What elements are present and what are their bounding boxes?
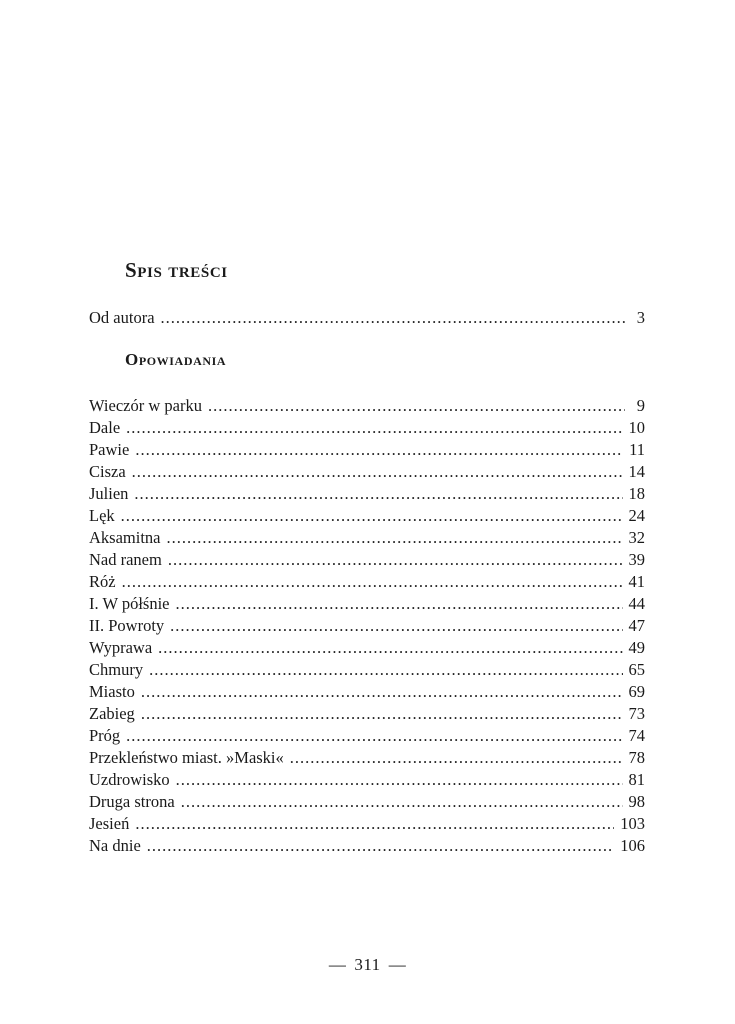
toc-entry-page: 49 [628,638,645,657]
folio-dash-right: — [388,955,407,974]
dot-leader [168,550,623,570]
dot-leader [121,506,623,526]
toc-entry-title: Chmury [89,660,144,679]
toc-entry-page: 73 [628,704,645,723]
toc-entry-title: Pawie [89,440,130,459]
toc-entry-title: Druga strona [89,792,175,811]
toc-row [89,506,645,528]
toc-row [89,814,645,836]
dot-leader [132,462,623,482]
dot-leader [176,770,623,790]
toc-row [89,682,645,704]
toc-row [89,726,645,748]
toc-entry-title: Róż [89,572,116,591]
dot-leader [208,396,625,416]
toc-entry-page: 74 [628,726,645,745]
toc-entry-page: 106 [620,836,645,855]
toc-entry-page: 39 [628,550,645,569]
dot-leader [122,572,623,592]
dot-leader [134,484,622,504]
toc-row [89,748,645,770]
toc-row [89,418,645,440]
toc-row [89,660,645,682]
toc-entry-page: 32 [628,528,645,547]
dot-leader [149,660,622,680]
toc-row [89,440,645,462]
toc-row-intro [89,308,645,330]
toc-entry-page: 81 [628,770,645,789]
dot-leader [147,836,614,856]
toc-row [89,616,645,638]
toc-row [89,770,645,792]
dot-leader [141,704,623,724]
toc-entry-title: Próg [89,726,121,745]
toc-entry-page: 69 [628,682,645,701]
toc-entry-page: 103 [620,814,645,833]
toc-entry-page: 47 [628,616,645,635]
toc-entry-title: Wyprawa [89,638,153,657]
toc-entry-title: Dale [89,418,121,437]
toc-entry-title: Nad ranem [89,550,162,569]
toc-entry-title: Na dnie [89,836,141,855]
toc-entry-page: 65 [628,660,645,679]
toc-entry-title: Przekleństwo miast. »Maski« [89,748,284,767]
toc-entry-title: Zabieg [89,704,135,723]
toc-entry-page: 10 [628,418,645,437]
toc-entry-page: 41 [628,572,645,591]
toc-entry-title: II. Powroty [89,616,165,635]
toc-entry-title: Od autora [89,308,155,327]
dot-leader [167,528,623,548]
toc-entry-title: I. W półśnie [89,594,170,613]
toc-row [89,704,645,726]
toc-row [89,550,645,572]
toc-entry-title: Julien [89,484,129,503]
toc-row [89,572,645,594]
toc-row [89,594,645,616]
toc-entry-page: 44 [628,594,645,613]
toc-entry-title: Cisza [89,462,126,481]
toc-entry-page: 24 [628,506,645,525]
toc-heading: Spis treści [125,258,228,282]
toc-row [89,836,645,858]
dot-leader [126,418,622,438]
toc-entry-page: 11 [629,440,645,459]
toc-row [89,528,645,550]
dot-leader [161,308,625,328]
page-number: 311 [354,955,381,974]
toc-row [89,484,645,506]
dot-leader [135,814,614,834]
folio-dash-left: — [328,955,347,974]
dot-leader [170,616,622,636]
page-footer [0,955,735,975]
toc-entry-title: Uzdrowisko [89,770,170,789]
toc-entry-page: 98 [628,792,645,811]
dot-leader [141,682,623,702]
section-heading: Opowiadania [125,350,227,369]
toc-row [89,792,645,814]
toc-entry-page: 3 [636,308,645,327]
dot-leader [176,594,623,614]
dot-leader [290,748,623,768]
toc-entry-title: Jesień [89,814,130,833]
toc-row [89,638,645,660]
toc-entry-title: Wieczór w parku [89,396,202,415]
dot-leader [158,638,622,658]
dot-leader [135,440,623,460]
toc-row [89,396,645,418]
dot-leader [126,726,622,746]
toc-entry-page: 9 [636,396,645,415]
toc-entry-page: 78 [628,748,645,767]
toc-entry-title: Aksamitna [89,528,161,547]
dot-leader [181,792,623,812]
toc-row [89,462,645,484]
toc-entry-title: Lęk [89,506,115,525]
toc-entry-page: 14 [628,462,645,481]
toc-entry-page: 18 [628,484,645,503]
toc-entry-title: Miasto [89,682,135,701]
